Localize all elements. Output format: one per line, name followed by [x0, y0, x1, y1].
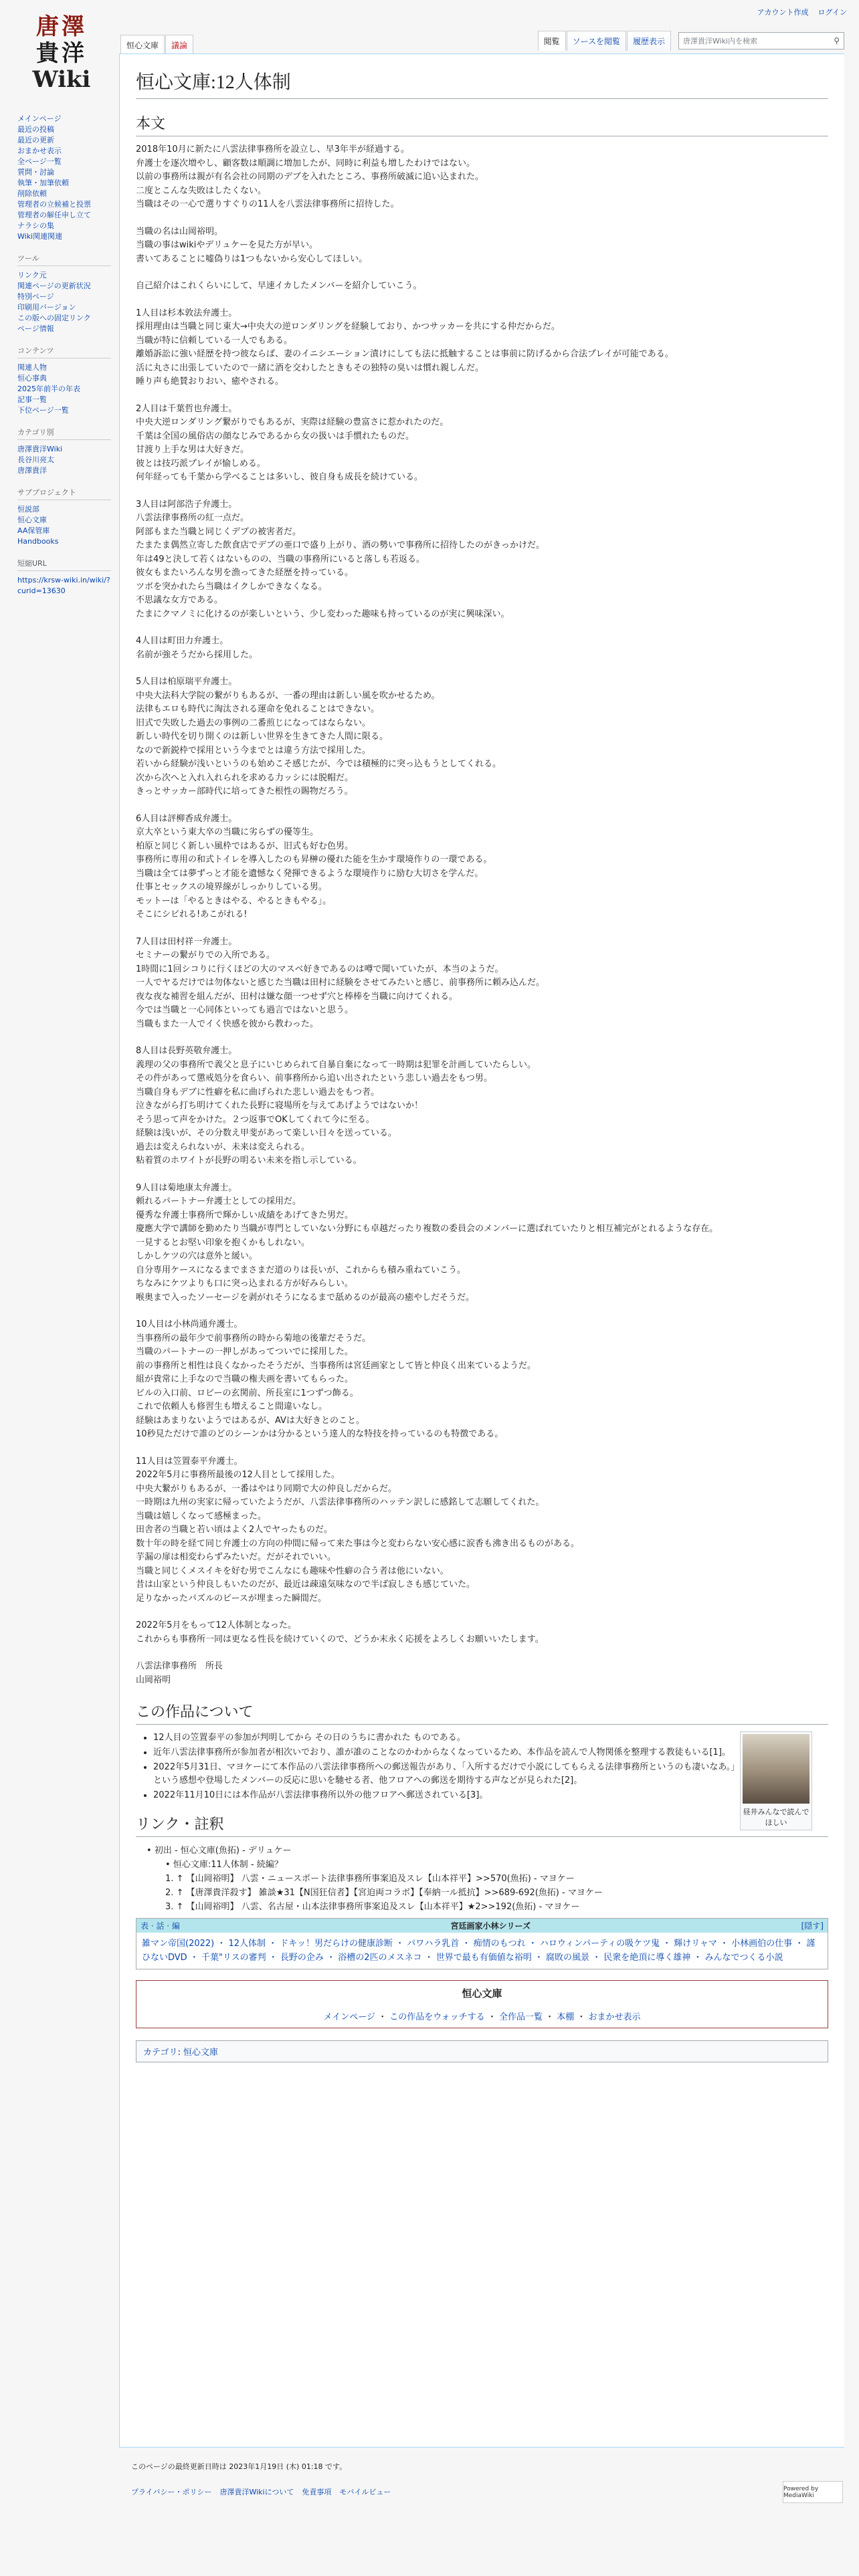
footer-link[interactable]: 唐澤貴洋Wikiについて [219, 2488, 294, 2496]
create-account-link[interactable]: アカウント作成 [757, 8, 809, 17]
category-links: カテゴリ: 恒心文庫 [136, 2040, 828, 2062]
story-line: 中央大法科大学院の繋がりもあるが、一番の理由は新しい風を吹かせるため。 [136, 690, 440, 701]
sidebar-item-content[interactable]: 関連人物 [17, 363, 47, 372]
last-modified: このページの最終更新日時は 2023年1月19日 (木) 01:18 です。 [131, 2462, 347, 2471]
bunko-navbox-title: 恒心文庫 [462, 1988, 502, 2000]
story-line: 一見するとお堅い印象を抱くかもしれない。 [136, 1237, 310, 1248]
sidebar-item-nav[interactable]: ナラシの集 [17, 221, 54, 230]
links-list [136, 1844, 828, 1914]
story-line: 山岡裕明 [136, 1675, 171, 1685]
story-line: 年は49と決して若くはないものの、当職の事務所にいると落しも若返る。 [136, 554, 425, 564]
story-line: 粘着質のホワイトが長野の明るい未来を指し示している。 [136, 1156, 362, 1166]
story-line: 中央大逆ロンダリング繋がりでもあるが、実際は経験の豊富さに惹かれたのだ。 [136, 417, 449, 427]
view-tabs [538, 31, 844, 51]
story-line: 一人でヤるだけでは勿体ないと感じた当職は田村に経験をさせてみたいと感じ、前事務所に頼み込んだ。 [136, 978, 545, 988]
footer-link[interactable]: モバイルビュー [339, 2488, 391, 2496]
story-line: 夜な夜な補習を組んだが、田村は嫌な顔一つせず穴と棒棒を当職に向けてくれる。 [136, 991, 458, 1002]
story-line: 事務所に専用の和式トイレを導入したのも昇榊の優れた能を生かす環境作りの一環である。 [136, 855, 492, 865]
story-line: 当職もまた一人でイく快感を彼から教わった。 [136, 1018, 318, 1029]
story-line: 彼女もまたいろんな男を漁ってきた経歴を持っている。 [136, 568, 354, 578]
sidebar-item-project[interactable]: 恒説部 [17, 505, 39, 514]
story-line: 以前の事務所は親が有名会社の同期のデブを入れたところ、事務所破滅に追い込まれた。 [136, 172, 484, 182]
sidebar-item-tools[interactable]: 特別ページ [17, 292, 54, 301]
separator-dot: ・ [375, 2012, 390, 2022]
story-line: 1時間に1回シコりに行くほどの大のマスベ好きであるのは噂で聞いていたが、本当のようだ。 [136, 964, 504, 974]
story-line: 当職自身もデブに性癖を私に曲げられた悲しい過去をもつ者。 [136, 1087, 380, 1097]
story-line: 8人目は長野英敬弁護士。 [136, 1046, 237, 1056]
story-line: 前の事務所と相性は良くなかったそうだが、当事務所は宮廷画家として皆と仲良く出来ているようだ。 [136, 1360, 537, 1371]
story-line: 当事務所の最年少で前事務所の時から菊地の後輩だそうだ。 [136, 1333, 371, 1344]
sidebar-item-content[interactable]: 記事一覧 [17, 395, 47, 404]
logo-line-1: 唐澤 [36, 13, 87, 40]
story-line: 経験はあまりないようではあるが、AVは大好きとのこと。 [136, 1415, 365, 1426]
sequel-item[interactable]: • 恒心文庫:11人体制 - 続編？ [165, 1860, 283, 1870]
sidebar-item-nav[interactable]: 執筆・加筆依頼 [17, 179, 69, 187]
reference-item[interactable]: 3. ↑ 【山岡裕明】 八雲、名古屋・山本法律事務所事案追及スレ【山本祥平】★2>>192(魚拓) - マヨケー [165, 1902, 580, 1912]
thumbnail-image[interactable] [743, 1734, 809, 1804]
story-line: 優秀な弁護士事務所で輝かしい成績をあげてきた男だ。 [136, 1210, 354, 1220]
story-line: 2018年10月に新たに八雲法律事務所を設立し、早3年半が経過する。 [136, 144, 409, 154]
sidebar-item-category[interactable]: 唐澤貴洋Wiki [17, 445, 63, 453]
story-line: 今では当職と一心同体といっても過言ではないと思う。 [136, 1005, 354, 1015]
story-line: 慶應大学で講師を勤めたり当職が専門としていない分野にも卓越だったり複数の委員会のメンバーに選ばれていたりと相互補完がとれるような存在。 [136, 1224, 719, 1234]
story-line: しかしケツの穴は意外と緩い。 [136, 1251, 258, 1261]
footer [131, 2461, 391, 2497]
story-line: 1人目は杉本敦法弁護士。 [136, 308, 237, 318]
bunko-navbox [136, 1980, 828, 2028]
thumbnail[interactable] [740, 1731, 812, 1830]
sidebar-item-nav[interactable]: 最近の更新 [17, 136, 54, 144]
navbox-link[interactable]: おまかせ表示 [588, 2012, 641, 2022]
story-line: 当職の名は山岡裕明。 [136, 226, 223, 237]
sidebar-item-content[interactable]: 2025年前半の年表 [17, 385, 80, 393]
story-line: 柏原と同じく新しい風枠ではあるが、旧式も好む色男。 [136, 841, 354, 851]
story-line: 2022年5月をもって12人体制となった。 [136, 1620, 296, 1630]
story-line: 千葉は全国の風俗店の顔なじみであるから女の扱いは手慣れたものだ。 [136, 431, 415, 441]
story-line: 何年経っても千葉から学べることは多いし、彼自身も成長を続けている。 [136, 472, 423, 482]
story-line: 2022年5月に事務所最後の12人目として採用した。 [136, 1470, 340, 1480]
story-paragraph [136, 675, 828, 799]
namespace-tabs [120, 35, 194, 55]
site-logo[interactable] [15, 13, 108, 92]
story-paragraph [136, 1045, 828, 1168]
footer-link[interactable]: 免責事項 [302, 2488, 332, 2496]
sidebar-item-project[interactable]: 恒心文庫 [17, 516, 47, 524]
thumbnail-caption: 昼井みんなで読んでほしい [743, 1808, 809, 1827]
first-published-item[interactable]: • 初出 - 恒心文庫(魚拓) - デリュケー [147, 1846, 292, 1856]
series-navbox-header [136, 1919, 828, 1933]
story-line: 3人目は阿部浩子弁護士。 [136, 499, 237, 510]
sidebar-item-category[interactable]: 唐澤貴洋 [17, 466, 47, 475]
sidebar-tools [0, 253, 118, 334]
search-input[interactable] [678, 32, 844, 49]
story-line: 11人目は笠置泰平弁護士。 [136, 1456, 243, 1467]
story-line: 芋漏の扉は相変わらずみたいだ。だがそれでいい。 [136, 1552, 337, 1562]
story-line: 泣きながら打ち明けてくれた長野に寝場所を与えてあげようではないか！ [136, 1101, 423, 1111]
story-line: 当職はその一心で選りすぐりの11人を八雲法律事務所に招待した。 [136, 199, 399, 209]
story-line: 喉奥まで入ったソーセージを剥がれそうになるまで舐めるのが最高の癒やしだそうだ。 [136, 1292, 474, 1303]
sidebar-item-tools[interactable]: ページ情報 [17, 324, 54, 333]
sidebar-item-nav[interactable]: おまかせ表示 [17, 146, 62, 155]
story-line: たまたま偶然立寄した飲食店でデブの亜口で盛り上がり、酒の勢いで事務所に招待したのがきっかけだ。 [136, 540, 545, 550]
sidebar-categories-heading: カテゴリ別 [17, 427, 111, 440]
story-line: ツボを突かれたら当職はイクしかできなくなる。 [136, 581, 327, 592]
story-line: ちなみにケツよりも口に突っ込まれる方が好みらしい。 [136, 1279, 353, 1289]
main-content [119, 53, 844, 2448]
story-line: 八雲法律事務所の紅一点だ。 [136, 513, 250, 523]
sidebar-item-nav[interactable]: 全ページ一覧 [17, 157, 62, 166]
story-line: 10人目は小林尚通弁護士。 [136, 1319, 243, 1329]
logo-line-3: Wiki [32, 66, 91, 93]
section-heading-links: リンク・註釈 [136, 1813, 828, 1837]
story-line: 活に丸さに出張していたので一緒に酒を交わしたときもその独特の臭いは慣れ親しんだ。 [136, 362, 484, 373]
navbox-toggle-button[interactable]: [隠す] [801, 1921, 824, 1931]
story-line: 頼れるパートナー弁護士としての採用だ。 [136, 1196, 302, 1206]
story-line: 9人目は菊地康太弁護士。 [136, 1182, 237, 1193]
story-paragraph [136, 280, 828, 294]
story-line: その件があって懲戒処分を食らい、前事務所から追い出されたという悲しい過去をもつ男。 [136, 1073, 492, 1083]
story-line: 自己紹介はこれくらいにして、早速イカしたメンバーを紹介していこう。 [136, 281, 422, 291]
story-paragraph [136, 498, 828, 622]
story-line: 二度とこんな失敗はしたくない。 [136, 185, 267, 196]
separator-dot: ・ [484, 2012, 499, 2022]
sidebar-item-nav[interactable]: 削除依頼 [17, 189, 47, 198]
story-line: 彼とは技巧派プレイが愉しめる。 [136, 458, 266, 469]
footer-places [131, 2486, 391, 2497]
story-line: 旧式で失敗した過去の事例の二番煎じになってはならない。 [136, 718, 371, 728]
separator-dot: ・ [542, 2012, 557, 2022]
sidebar-item-short[interactable]: https://krsw-wiki.in/wiki/?curid=13630 [17, 576, 110, 595]
series-list[interactable]: 雑マン帝国(2022) ・ 12人体制 ・ ドキッ！男だらけの健康診断 ・ パワハラ乳首 ・ 痴情のもつれ ・ ハロウィンパーティの吸ケツ鬼 ・ 輝けリャマ ・ 小林画伯の仕事 ・ 謹ひないDVD ・ 千葉"リスの審判 ・ 長野の企み ・ 浴槽の2匹のメスネコ ・ 世界で最も有価値な裕明 ・ 腐敗の風景 ・ 民衆を絶頂に導く雄神 ・ みんなでつくる小説 [142, 1939, 816, 1963]
tab-history[interactable]: 履歴表示 [627, 31, 671, 51]
about-item: • 12人目の笠置泰平の参加が判明してから その日のうちに書かれた ものである。 [153, 1731, 741, 1745]
story-paragraph [136, 403, 828, 485]
navbox-link[interactable]: メインページ [323, 2012, 375, 2022]
category-label[interactable]: カテゴリ [143, 2048, 178, 2058]
story-paragraph [136, 813, 828, 922]
story-paragraph [136, 1182, 828, 1305]
reference-item[interactable]: 1. ↑ 【山岡裕明】 八雲・ニュースポート法律事務所事案追及スレ【山本祥平】>>570(魚拓) - マヨケー [165, 1874, 575, 1884]
sidebar-item-category[interactable]: 長谷川亮太 [17, 455, 54, 464]
sidebar-contents [0, 345, 118, 416]
story-line: ビルの入口前、ロビーの玄関前、所長室に1つずつ飾る。 [136, 1388, 359, 1398]
story-line: 仕事とセックスの境界線がしっかりしている男。 [136, 882, 327, 892]
login-link[interactable]: ログイン [818, 8, 847, 17]
sidebar-item-tools[interactable]: この版への固定リンク [17, 314, 91, 322]
story-line: 次から次へと入れ入れられを求める力ッシには脱帽だ。 [136, 772, 354, 783]
sidebar-tools-heading: ツール [17, 253, 111, 266]
navbox-link[interactable]: 本棚 [557, 2012, 575, 2022]
series-navbox [136, 1918, 828, 1969]
sidebar-categories [0, 427, 118, 476]
about-list [136, 1731, 741, 1802]
story-line: 自分専用ケースになるまでまさまだ道のりは長いが、これからも積み重ねていこう。 [136, 1265, 466, 1275]
tab-talk[interactable]: 議論 [165, 35, 193, 55]
series-title[interactable]: 宮廷画家小林シリーズ [450, 1921, 531, 1931]
story-line: 京大卒という東大卒の当職に劣らずの優等生。 [136, 827, 319, 837]
reference-item[interactable]: 2. ↑ 【唐澤貴洋殺す】 雑談★31【N国狂信者】【宮迫両コラボ】【奉納一ル抵抗】>>689-692(魚拓) - マヨケー [165, 1888, 603, 1898]
story-line: 義理の父の事務所で義父と息子にいじめられて自暴自棄になって一時期は犯罪を計画していたらしい。 [136, 1059, 537, 1070]
story-line: 2人目は千葉哲也弁護士。 [136, 403, 237, 414]
search-icon[interactable]: ⚲ [834, 36, 840, 45]
sidebar-short-url [0, 558, 118, 597]
story-line: 7人目は田村祥一弁護士。 [136, 936, 237, 947]
story-line: 10秒見ただけで誰のどのシーンかは分かるという達人的な特技を持っているのも特徴である。 [136, 1429, 504, 1439]
story-line: 採用理由は当職と同じ東大→中央大の逆ロンダリングを経験しており、かつサッカーを共にする仲だからだ。 [136, 322, 560, 332]
navbox-link[interactable]: この作品をウォッチする [389, 2012, 485, 2022]
sidebar-item-tools[interactable]: リンク元 [17, 271, 47, 280]
sidebar-item-project[interactable]: Handbooks [17, 537, 59, 546]
sidebar-item-nav[interactable]: 管理者の立候補と投票 [17, 200, 91, 209]
section-heading-main: 本文 [136, 112, 828, 136]
story-line: 5人目は柏原瑞平弁護士。 [136, 677, 237, 687]
story-line: 八雲法律事務所 所長 [136, 1661, 223, 1671]
story-line: セミナーの繋がりでの入所である。 [136, 950, 276, 960]
separator-dot: ・ [574, 2012, 589, 2022]
story-paragraph [136, 1455, 828, 1606]
story-paragraph [136, 936, 828, 1032]
story-line: 不思議な女方である。 [136, 595, 223, 605]
sidebar-item-nav[interactable]: Wiki関連関連 [17, 232, 63, 241]
story-line: 中央大繋がりもあるが、一番はやはり同期で大の仲良しだからだ。 [136, 1483, 397, 1494]
story-paragraph [136, 635, 828, 662]
section-heading-about: この作品について [136, 1701, 828, 1725]
story-line: 書いてあることに嘘偽りは1つもないから安心してほしい。 [136, 253, 368, 264]
story-line: 新しい時代を切り開くのは新しい世界を生きてきた人間に限る。 [136, 732, 389, 742]
story-line: 組が貴常に上手なので当職の権夫画を書いてもらった。 [136, 1374, 354, 1384]
sidebar-item-nav[interactable]: 最近の投稿 [17, 125, 54, 134]
story-line: 当職は嬉しくなって感極まった。 [136, 1511, 267, 1521]
sidebar-item-content[interactable]: 恒心事典 [17, 374, 47, 383]
tab-view-source[interactable]: ソースを閲覧 [567, 31, 626, 51]
story-paragraph [136, 1619, 828, 1646]
story-paragraph [136, 307, 828, 389]
story-line: 当職は全ては夢ずっと才能を遺憾なく発揮できるような環境作りに励む大切さを学んだ。 [136, 868, 484, 879]
sidebar-item-content[interactable]: 下位ページ一覧 [17, 406, 69, 415]
bunko-navbox-links [142, 2010, 822, 2022]
story-line: 田舎者の当職と若い頃はよく2人でヤったものだ。 [136, 1525, 332, 1535]
sidebar [0, 114, 118, 607]
about-item: • 2022年11月10日には本作品が八雲法律事務所以外の他フロアへ郵送されている[3]。 [153, 1789, 741, 1802]
story-line: 過去は変えられないが、未来は変えられる。 [136, 1142, 310, 1152]
story-line: なので新鋭枠で採用という今までとは違う方法で採用した。 [136, 745, 371, 756]
story-line: 当職が特に信頼している一人でもある。 [136, 335, 293, 346]
personal-tools [757, 7, 847, 17]
story-line: そこにシビれる!あこがれる! [136, 909, 248, 920]
sidebar-item-nav[interactable]: メインページ [17, 114, 62, 123]
sidebar-item-nav[interactable]: 質問・討論 [17, 168, 54, 177]
about-item: • 近年八雲法律事務所が参加者が相次いでおり、誰が誰のことなのかわからなくなっているため、本作品を読んで人物関係を整理する教徒もいる[1]。 [153, 1746, 741, 1759]
sidebar-item-nav[interactable]: 管理者の解任申し立て [17, 211, 91, 219]
story-line: そう思って声をかけた。２つ返事でOKしてくれて今に至る。 [136, 1114, 375, 1125]
navbox-link[interactable]: 全作品一覧 [498, 2012, 543, 2022]
story-line: 経験は浅いが、その分数え甲斐があって楽しい日々を送っている。 [136, 1128, 397, 1138]
story-line: 離婚訴訟に強い経歴を持つ彼ならば、妻のイニシエーション漬けにしても法に抵触することは事前に防げるから合法プレイが可能である。 [136, 349, 674, 359]
story-line: これで依頼人も修習生も増えること間違いなし。 [136, 1402, 328, 1412]
sidebar-subprojects-heading: サブプロジェクト [17, 487, 111, 500]
story-line: 当職と同じくメスイキを好む男でこんなにも趣味や性癖の合う者は他にいない。 [136, 1566, 449, 1576]
story-line: 当職のパートナーの一押しがあってついでに採用した。 [136, 1347, 353, 1357]
story-line: たまにクマノミに化けるのが楽しいという、少し変わった趣味も持っているのが実に興味深い。 [136, 609, 510, 619]
story-line: 阿部もまた当職と同じくデブの被害者だ。 [136, 526, 302, 537]
story-paragraph [136, 143, 828, 212]
story-paragraph [136, 1318, 828, 1442]
story-line: モットーは「やるときはやる、やるときもやる」。 [136, 895, 332, 906]
about-item: • 2022年5月31日、マヨケーにて本作品の八雲法律事務所への郵送報告があり、「入所するだけで小説にしてもらえる法律事務所というのも凄いなあ。」という感想や登場したメンバーの反応に思いを馳せる者、他フロアへの郵送を期待する声などが見られた[2]。 [153, 1761, 741, 1788]
story-line: 当職の事はwikiやデリュケーを見た方が早い。 [136, 240, 318, 250]
story-paragraph [136, 225, 828, 267]
story-line: 数十年の時を経て同じ弁護士の方向の仲間に帰って来た事は今と変わらない安心感に涙香も沸き出るものがある。 [136, 1538, 580, 1549]
story-paragraph [136, 1660, 828, 1687]
story-body [136, 143, 828, 1687]
search-placeholder: 唐澤貴洋Wiki内を検索 [683, 37, 758, 45]
story-line: 4人目は町田力弁護士。 [136, 636, 229, 646]
story-line: 足りなかったパズルのピースが埋まった瞬間だ。 [136, 1593, 326, 1604]
story-line: 弁護士を逐次増やし、顧客数は順調に増加したが、同時に利益も増したわけではない。 [136, 158, 476, 169]
sidebar-contents-heading: コンテンツ [17, 345, 111, 358]
story-line: 6人目は評柳香成弁護士。 [136, 813, 237, 824]
logo-line-2: 貴洋 [36, 40, 87, 67]
story-line: これからも事務所一同は更なる性長を続けていくので、どうか末永く応援をよろしくお願いいたします。 [136, 1634, 544, 1644]
category-item[interactable]: 恒心文庫 [183, 2048, 219, 2058]
sidebar-item-tools[interactable]: 関連ページの更新状況 [17, 282, 91, 290]
sidebar-item-project[interactable]: AA保管庫 [17, 526, 50, 535]
tab-page[interactable]: 恒心文庫 [120, 35, 165, 55]
story-line: 睡り声も絶賛おりおい、癒やされる。 [136, 377, 284, 387]
story-line: 甘渡り上手な男は大好きだ。 [136, 445, 250, 455]
powered-by-mediawiki-icon[interactable]: Powered by MediaWiki [783, 2481, 843, 2503]
sidebar-navigation [0, 114, 118, 242]
sidebar-short-url-heading: 短縮URL [17, 558, 111, 571]
navbox-controls[interactable]: 表 · 話 · 編 [140, 1921, 180, 1931]
story-line: 法律もエロも時代に淘汰される運命を免れることはできない。 [136, 704, 380, 714]
story-line: 若いから経験が浅いというのも始めこそ感じたが、今では積極的に突っ込もうとしてくれる。 [136, 759, 502, 769]
story-line: 一時期は九州の実家に帰っていたようだが、八雲法律事務所のハッテン訳しに感銘して志願してくれた。 [136, 1497, 545, 1507]
story-line: 名前が強そうだから採用した。 [136, 649, 258, 660]
sidebar-item-tools[interactable]: 印刷用バージョン [17, 303, 76, 312]
tab-read[interactable]: 閲覧 [538, 31, 566, 51]
story-line: きっとサッカー部時代に培ってきた根性の賜物だろう。 [136, 786, 353, 796]
footer-link[interactable]: プライバシー・ポリシー [131, 2488, 212, 2496]
sidebar-subprojects [0, 487, 118, 547]
story-line: 昔は山家という仲良しもいたのだが、最近は疎遠気味なので半ば寂しさも感じていた。 [136, 1580, 476, 1590]
page-title: 恒心文庫:12人体制 [136, 68, 828, 99]
